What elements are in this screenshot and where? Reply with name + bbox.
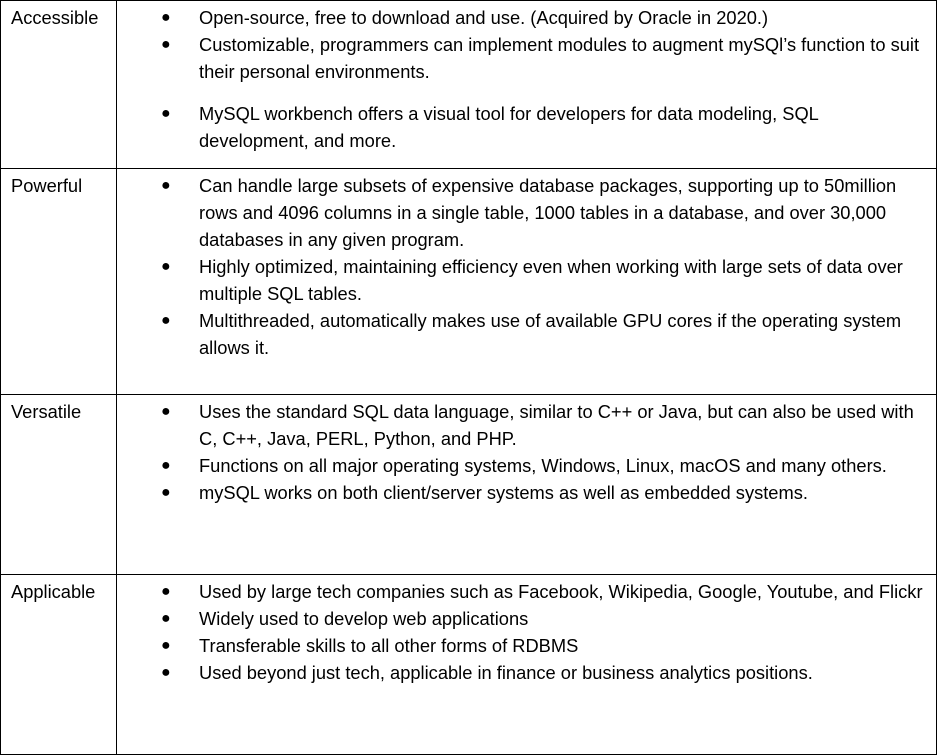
table-row-accessible (1, 1, 937, 169)
bullet-icon: ● (161, 177, 171, 194)
row-label: Accessible (11, 7, 99, 28)
list-item: ● MySQL workbench offers a visual tool for developers for data modeling, SQL development, and more. (117, 100, 928, 154)
bullet-icon: ● (161, 664, 171, 681)
list-item: ● Used by large tech companies such as Facebook, Wikipedia, Google, Youtube, and Flickr (117, 578, 928, 605)
table-row-powerful (1, 169, 937, 395)
bullet-icon: ● (161, 36, 171, 53)
list-item: ● Widely used to develop web applications (117, 605, 928, 632)
bullet-list-cell (117, 575, 937, 755)
bullet-icon: ● (161, 258, 171, 275)
row-label-cell (1, 1, 117, 169)
bullet-icon: ● (161, 484, 171, 501)
list-item: ● Functions on all major operating systems, Windows, Linux, macOS and many others. (117, 452, 928, 479)
row-label-cell (1, 395, 117, 575)
bullet-list-cell (117, 169, 937, 395)
bullet-icon: ● (161, 457, 171, 474)
bullet-icon: ● (161, 583, 171, 600)
row-label: Applicable (11, 581, 96, 602)
row-label: Versatile (11, 401, 82, 422)
table-row-versatile (1, 395, 937, 575)
list-item: ● Uses the standard SQL data language, similar to C++ or Java, but can also be used with C, C++, Java, PERL, Python, and PHP. (117, 398, 928, 452)
bullet-icon: ● (161, 637, 171, 654)
list-item: ● Used beyond just tech, applicable in finance or business analytics positions. (117, 659, 928, 686)
list-item: ● Customizable, programmers can implement modules to augment mySQl’s function to suit their personal environments. (117, 31, 928, 85)
bullet-list (117, 575, 936, 686)
list-item: ● mySQL works on both client/server systems as well as embedded systems. (117, 479, 928, 506)
list-item: ● Multithreaded, automatically makes use of available GPU cores if the operating system allows it. (117, 307, 928, 361)
table-row-applicable (1, 575, 937, 755)
bullet-icon: ● (161, 312, 171, 329)
list-item: ● Can handle large subsets of expensive database packages, supporting up to 50million rows and 4096 columns in a single table, 1000 tables in a database, and over 30,000 databases in any given program. (117, 172, 928, 253)
bullet-icon: ● (161, 9, 171, 26)
bullet-list-cell (117, 1, 937, 169)
row-label: Powerful (11, 175, 83, 196)
bullet-list (117, 395, 936, 506)
row-label-cell (1, 169, 117, 395)
bullet-icon: ● (161, 403, 171, 420)
list-item: ● Transferable skills to all other forms of RDBMS (117, 632, 928, 659)
list-item: ● Open-source, free to download and use. (Acquired by Oracle in 2020.) (117, 4, 928, 31)
bullet-icon: ● (161, 105, 171, 122)
bullet-list-cell (117, 395, 937, 575)
bullet-list (117, 169, 936, 361)
bullet-icon: ● (161, 610, 171, 627)
bullet-list (117, 1, 936, 154)
row-label-cell (1, 575, 117, 755)
list-item: ● Highly optimized, maintaining efficiency even when working with large sets of data over multiple SQL tables. (117, 253, 928, 307)
